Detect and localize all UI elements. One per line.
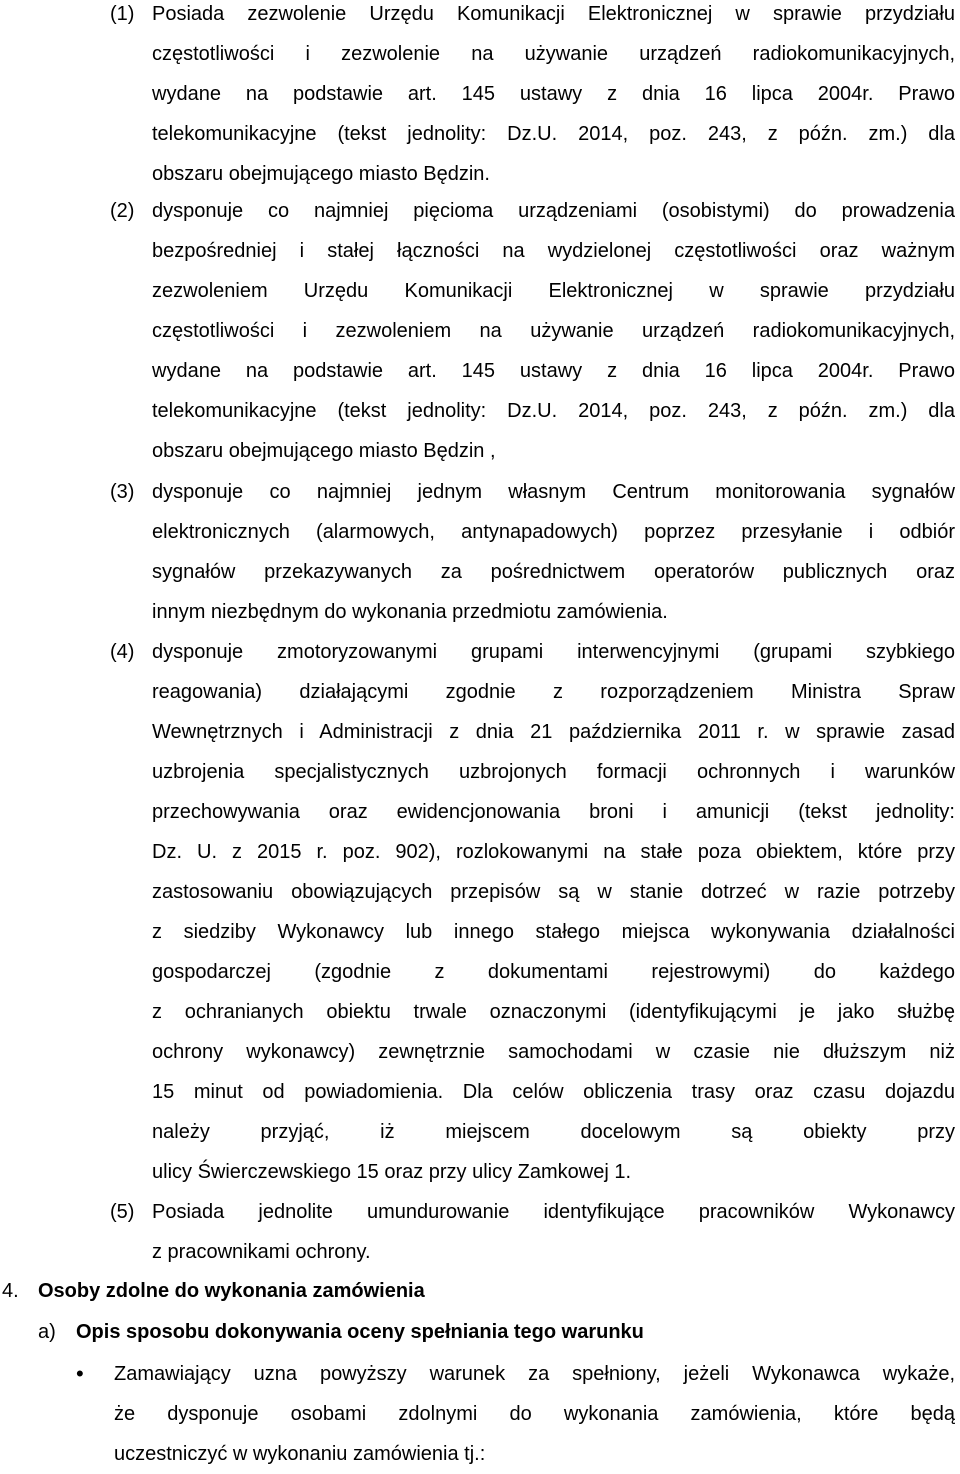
item-text bbox=[152, 0, 955, 194]
text-line: innym niezbędnym do wykonania przedmiotu zamówienia. bbox=[152, 601, 668, 623]
text-line: telekomunikacyjne (tekst jednolity: Dz.U. 2014, poz. 243, z późn. zm.) dla bbox=[152, 400, 955, 422]
text-line: z ochranianych obiektu trwale oznaczonymi (identyfikującymi je jako służbę bbox=[152, 1001, 955, 1023]
text-line: ochrony wykonawcy) zewnętrznie samochodami w czasie nie dłuższym niż bbox=[152, 1041, 955, 1063]
text-line: Posiada jednolite umundurowanie identyfikujące pracowników Wykonawcy bbox=[152, 1201, 955, 1223]
text-line: że dysponuje osobami zdolnymi do wykonania zamówienia, które będą bbox=[114, 1403, 955, 1425]
text-line: uzbrojenia specjalistycznych uzbrojonych formacji ochronnych i warunków bbox=[152, 761, 955, 783]
section-number: 4. bbox=[2, 1280, 19, 1302]
item-text bbox=[152, 1192, 955, 1272]
text-line: z pracownikami ochrony. bbox=[152, 1241, 371, 1263]
text-line: przechowywania oraz ewidencjonowania broni i amunicji (tekst jednolity: bbox=[152, 801, 955, 823]
text-line: sygnałów przekazywanych za pośrednictwem operatorów publicznych oraz bbox=[152, 561, 955, 583]
text-line: 15 minut od powiadomienia. Dla celów obliczenia trasy oraz czasu dojazdu bbox=[152, 1081, 955, 1103]
item-number: (1) bbox=[110, 3, 135, 25]
item-text bbox=[152, 632, 955, 1192]
text-line: częstotliwości i zezwoleniem na używanie urządzeń radiokomunikacyjnych, bbox=[152, 320, 955, 342]
section-heading: Osoby zdolne do wykonania zamówienia bbox=[38, 1280, 425, 1302]
bullet-text bbox=[114, 1354, 955, 1474]
text-line: telekomunikacyjne (tekst jednolity: Dz.U. 2014, poz. 243, z późn. zm.) dla bbox=[152, 123, 955, 145]
text-line: z siedziby Wykonawcy lub innego stałego miejsca wykonywania działalności bbox=[152, 921, 955, 943]
item-number: (2) bbox=[110, 200, 135, 222]
text-line: wydane na podstawie art. 145 ustawy z dnia 16 lipca 2004r. Prawo bbox=[152, 83, 955, 105]
subsection-heading: Opis sposobu dokonywania oceny spełniania tego warunku bbox=[76, 1321, 644, 1343]
text-line: częstotliwości i zezwolenie na używanie urządzeń radiokomunikacyjnych, bbox=[152, 43, 955, 65]
text-line: uczestniczyć w wykonaniu zamówienia tj.: bbox=[114, 1443, 486, 1465]
text-line: Zamawiający uzna powyższy warunek za spełniony, jeżeli Wykonawca wykaże, bbox=[114, 1363, 955, 1385]
text-line: należy przyjąć, iż miejscem docelowym są obiekty przy bbox=[152, 1121, 955, 1143]
item-number: (5) bbox=[110, 1201, 135, 1223]
text-line: dysponuje co najmniej jednym własnym Centrum monitorowania sygnałów bbox=[152, 481, 955, 503]
text-line: dysponuje co najmniej pięcioma urządzeniami (osobistymi) do prowadzenia bbox=[152, 200, 955, 222]
text-line: bezpośredniej i stałej łączności na wydzielonej częstotliwości oraz ważnym bbox=[152, 240, 955, 262]
subsection-number: a) bbox=[38, 1321, 56, 1343]
text-line: Posiada zezwolenie Urzędu Komunikacji Elektronicznej w sprawie przydziału bbox=[152, 3, 955, 25]
text-line: obszaru obejmującego miasto Będzin , bbox=[152, 440, 496, 462]
text-line: gospodarczej (zgodnie z dokumentami rejestrowymi) do każdego bbox=[152, 961, 955, 983]
text-line: wydane na podstawie art. 145 ustawy z dnia 16 lipca 2004r. Prawo bbox=[152, 360, 955, 382]
item-text bbox=[152, 472, 955, 632]
item-text bbox=[152, 191, 955, 471]
text-line: dysponuje zmotoryzowanymi grupami interwencyjnymi (grupami szybkiego bbox=[152, 641, 955, 663]
item-number: (4) bbox=[110, 641, 135, 663]
text-line: ulicy Świerczewskiego 15 oraz przy ulicy Zamkowej 1. bbox=[152, 1161, 632, 1183]
text-line: elektronicznych (alarmowych, antynapadowych) poprzez przesyłanie i odbiór bbox=[152, 521, 955, 543]
text-line: Dz. U. z 2015 r. poz. 902), rozlokowanymi na stałe poza obiektem, które przy bbox=[152, 841, 955, 863]
bullet-icon: • bbox=[76, 1361, 84, 1386]
text-line: zastosowaniu obowiązujących przepisów są w stanie dotrzeć w razie potrzeby bbox=[152, 881, 955, 903]
text-line: reagowania) działającymi zgodnie z rozporządzeniem Ministra Spraw bbox=[152, 681, 955, 703]
text-line: zezwoleniem Urzędu Komunikacji Elektronicznej w sprawie przydziału bbox=[152, 280, 955, 302]
text-line: Wewnętrznych i Administracji z dnia 21 października 2011 r. w sprawie zasad bbox=[152, 721, 955, 743]
text-line: obszaru obejmującego miasto Będzin. bbox=[152, 163, 490, 185]
item-number: (3) bbox=[110, 481, 135, 503]
